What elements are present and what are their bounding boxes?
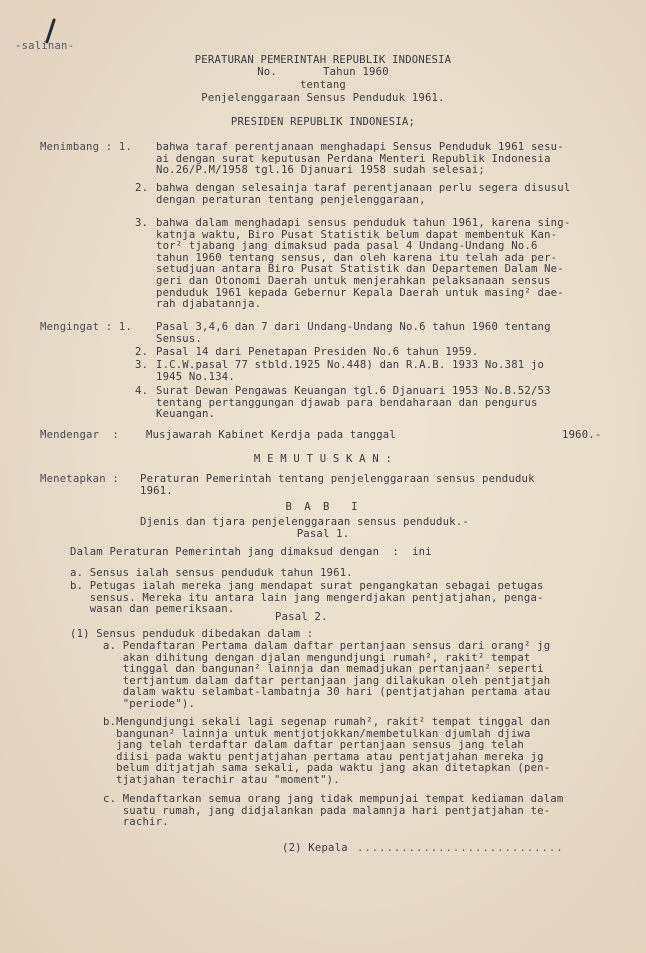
president-heading: PRESIDEN REPUBLIK INDONESIA; <box>230 116 416 128</box>
mendengar-year: 1960.- <box>562 429 602 441</box>
menimbang-item-3: bahwa dalam menghadapi sensus penduduk tahun 1961, karena sing- katnja waktu, Biro Pusat Statistik belum dapat membentuk Kan- tor² tjabang jang dimaksud pada pasal 4 Undang-Undang No.6 tahun 1960 tentang sensus, dan oleh karena itu telah ada per- setudjuan antara Biro Pusat Statistik dan Departemen Dalam Ne- geri dan Otonomi Daerah untuk menjerahkan pelaksanaan sensus penduduk 1961 kepada Gebernur Kepala Daerah untuk masing² dae- rah djabatannja. <box>156 217 571 311</box>
pasal-2-item-a: a. Pendaftaran Pertama dalam daftar pertanjaan sensus dari orang² jg akan dihitung dengan djalan mengundjungi rumah², rakit² tempat tinggal dan bangunan² lainnja dan memadjukan pertanjaan² seperti tertjantum dalam daftar pertanjaan jang dilakukan oleh pentjatjah dalam waktu selambat-lambatnja 30 hari (pentjatjahan pertama atau "periode"). <box>103 640 551 710</box>
mengingat-label: Mengingat : 1. <box>40 321 133 333</box>
pasal-2-para-2: (2) Kepala <box>282 842 348 854</box>
menimbang-item-2: bahwa dengan selesainja taraf perentjanaan perlu segera disusul dengan peraturan tentang penjelenggaraan, <box>156 182 571 206</box>
menimbang-num-3: 3. <box>135 217 149 229</box>
salinan-label: -salinan- <box>15 40 75 52</box>
mendengar-text: Musjawarah Kabinet Kerdja pada tanggal <box>146 429 396 441</box>
regulation-subject: Penjelenggaraan Sensus Penduduk 1961. <box>201 92 445 104</box>
pasal-2-para-1: (1) Sensus penduduk dibedakan dalam : <box>70 628 314 640</box>
pasal-1-item-a: a. Sensus ialah sensus penduduk tahun 1961. <box>70 567 353 579</box>
mengingat-item-3: I.C.W.pasal 77 stbld.1925 No.448) dan R.A.B. 1933 No.381 jo 1945 No.134. <box>156 359 545 383</box>
bab-subtitle: Djenis dan tjara penjelenggaraan sensus penduduk.- <box>140 516 469 528</box>
menetapkan-text: Peraturan Pemerintah tentang penjelenggaraan sensus penduduk 1961. <box>140 473 535 497</box>
pasal-2-item-b: b.Mengundjungi sekali lagi segenap rumah², rakit² tempat tinggal dan bangunan² lainnja untuk mentjotjokkan/membetulkan djumlah djiwa jang telah terdaftar dalam daftar pertanjaan sensus jang telah diisi pada waktu pentjatjahan pertama atau pentjatjahan mereka jg belum ditjatjah sama sekali, pada waktu jang akan ditetapkan (pen- tjatjahan terachir atau "moment"). <box>103 716 551 786</box>
regulation-title: PERATURAN PEMERINTAH REPUBLIK INDONESIA <box>194 54 452 66</box>
mengingat-item-2: Pasal 14 dari Penetapan Presiden No.6 tahun 1959. <box>156 346 479 358</box>
pasal-1-intro: Dalam Peraturan Pemerintah jang dimaksud dengan : ini <box>70 546 432 558</box>
tentang-label: tentang <box>299 79 347 91</box>
regulation-number: No. Tahun 1960 <box>257 66 389 78</box>
mengingat-num-3: 3. <box>135 359 149 371</box>
mengingat-num-4: 4. <box>135 385 149 397</box>
memutuskan-heading: M E M U T U S K A N : <box>253 453 393 465</box>
pasal-2-item-c: c. Mendaftarkan semua orang jang tidak mempunjai tempat kediaman dalam suatu rumah, jang didjalankan pada malamnja hari pentjatjahan te- rachir. <box>103 793 564 829</box>
pasal-2-heading: Pasal 2. <box>275 611 328 623</box>
menimbang-label: Menimbang : 1. <box>40 141 133 153</box>
mengingat-num-2: 2. <box>135 346 149 358</box>
pasal-1-heading: Pasal 1. <box>296 528 350 540</box>
bab-heading: B A B I <box>285 501 361 513</box>
menimbang-item-1: bahwa taraf perentjanaan menghadapi Sensus Penduduk 1961 sesu- ai dengan surat keputusan Perdana Menteri Republik Indonesia No.26/P.M/1958 tgl.16 Djanuari 1958 sudah selesai; <box>156 141 564 177</box>
continuation-dots: ............................ <box>357 842 564 854</box>
menetapkan-label: Menetapkan : <box>40 473 119 485</box>
mendengar-label: Mendengar : <box>40 429 119 441</box>
menimbang-num-2: 2. <box>135 182 149 194</box>
mengingat-item-4: Surat Dewan Pengawas Keuangan tgl.6 Djanuari 1953 No.B.52/53 tentang pertanggungan djawab para bendaharaan dan pengurus Keuangan. <box>156 385 551 421</box>
mengingat-item-1: Pasal 3,4,6 dan 7 dari Undang-Undang No.6 tahun 1960 tentang Sensus. <box>156 321 551 345</box>
pasal-1-item-b: b. Petugas ialah mereka jang mendapat surat pengangkatan sebagai petugas sensus. Mereka itu antara lain jang mengerdjakan pentjatjahan, penga- wasan dan pemeriksaan. <box>70 580 544 616</box>
